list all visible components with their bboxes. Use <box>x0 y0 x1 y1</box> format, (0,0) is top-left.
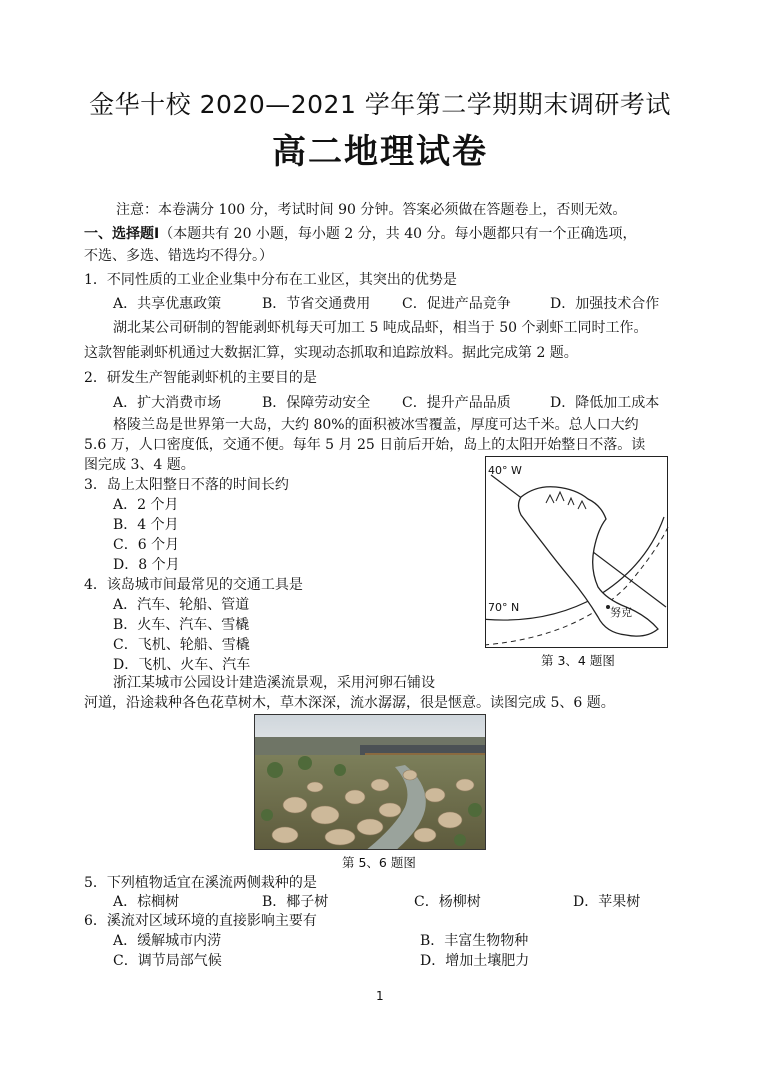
map-caption: 第 3、4 题图 <box>541 653 615 668</box>
question-5-stem: 5．下列植物适宜在溪流两侧栽种的是 <box>84 875 317 891</box>
q3-option-b: B．4 个月 <box>113 517 179 533</box>
section-heading: 一、选择题Ⅰ <box>84 226 160 242</box>
section-description: （本题共有 20 小题，每小题 2 分，共 40 分。每小题都只有一个正确选项， <box>159 226 637 242</box>
passage-2-line1: 湖北某公司研制的智能剥虾机每天可加工 5 吨成品虾，相当于 50 个剥虾工同时工作。 <box>113 320 648 336</box>
q1-option-c: C．促进产品竞争 <box>402 296 511 312</box>
q6-option-d: D．增加土壤肥力 <box>420 953 530 969</box>
greenland-map <box>485 456 668 648</box>
q2-option-d: D．降低加工成本 <box>550 395 660 411</box>
q2-option-b: B．保障劳动安全 <box>262 395 371 411</box>
question-1-stem: 1．不同性质的工业企业集中分布在工业区，其突出的优势是 <box>84 272 457 288</box>
question-6-stem: 6．溪流对区域环境的直接影响主要有 <box>84 913 317 929</box>
q5-option-c: C．杨柳树 <box>414 894 481 910</box>
q4-option-d: D．飞机、火车、汽车 <box>113 657 251 673</box>
map-label-40w: 40° W <box>488 464 522 477</box>
stream-landscape-photo <box>254 714 486 850</box>
q5-option-d: D．苹果树 <box>573 894 641 910</box>
greenland-map-drawing <box>486 457 669 649</box>
q3-option-c: C．6 个月 <box>113 537 180 553</box>
q5-option-b: B．椰子树 <box>262 894 329 910</box>
q6-option-b: B．丰富生物物种 <box>420 933 529 949</box>
q6-option-c: C．调节局部气候 <box>113 953 222 969</box>
stream-photo-drawing <box>255 715 486 850</box>
exam-notice: 注意：本卷满分 100 分，考试时间 90 分钟。答案必须做在答题卷上，否则无效。 <box>116 202 627 218</box>
q3-option-d: D．8 个月 <box>113 557 180 573</box>
q4-option-b: B．火车、汽车、雪橇 <box>113 617 250 633</box>
q1-option-a: A．共享优惠政策 <box>113 296 222 312</box>
passage-34-line1: 格陵兰岛是世界第一大岛，大约 80%的面积被冰雪覆盖，厚度可达千米。总人口大约 <box>113 417 639 433</box>
passage-34-line3: 图完成 3、4 题。 <box>84 457 195 473</box>
section-description-cont: 不选、多选、错选均不得分。） <box>84 248 273 264</box>
question-2-stem: 2．研发生产智能剥虾机的主要目的是 <box>84 370 317 386</box>
passage-56-line2: 河道，沿途栽种各色花草树木，草木深深，流水潺潺，很是惬意。读图完成 5、6 题。 <box>84 695 615 711</box>
q4-option-a: A．汽车、轮船、管道 <box>113 597 250 613</box>
q6-option-a: A．缓解城市内涝 <box>113 933 222 949</box>
exam-subtitle: 高二地理试卷 <box>272 132 488 172</box>
map-label-nuuk: 努克 <box>610 606 632 619</box>
photo-caption: 第 5、6 题图 <box>342 855 416 870</box>
section-heading-line <box>84 227 636 241</box>
passage-2-line2: 这款智能剥虾机通过大数据汇算，实现动态抓取和追踪放料。据此完成第 2 题。 <box>84 345 578 361</box>
q2-option-c: C．提升产品品质 <box>402 395 511 411</box>
q2-option-a: A．扩大消费市场 <box>113 395 222 411</box>
greenland-outline <box>519 487 659 636</box>
question-3-stem: 3．岛上太阳整日不落的时间长约 <box>84 477 289 493</box>
passage-56-line1: 浙江某城市公园设计建造溪流景观，采用河卵石铺设 <box>113 675 435 691</box>
map-label-70n: 70° N <box>488 601 520 614</box>
passage-34-line2: 5.6 万，人口密度低，交通不便。每年 5 月 25 日前后开始，岛上的太阳开始整日不落。读 <box>84 437 646 453</box>
q1-option-d: D．加强技术合作 <box>550 296 660 312</box>
q1-option-b: B．节省交通费用 <box>262 296 371 312</box>
q3-option-a: A．2 个月 <box>113 497 179 513</box>
q4-option-c: C．飞机、轮船、雪橇 <box>113 637 250 653</box>
page-number: 1 <box>376 989 384 1003</box>
exam-title: 金华十校 2020—2021 学年第二学期期末调研考试 <box>89 90 671 119</box>
question-4-stem: 4．该岛城市间最常见的交通工具是 <box>84 577 303 593</box>
q5-option-a: A．棕榈树 <box>113 894 180 910</box>
